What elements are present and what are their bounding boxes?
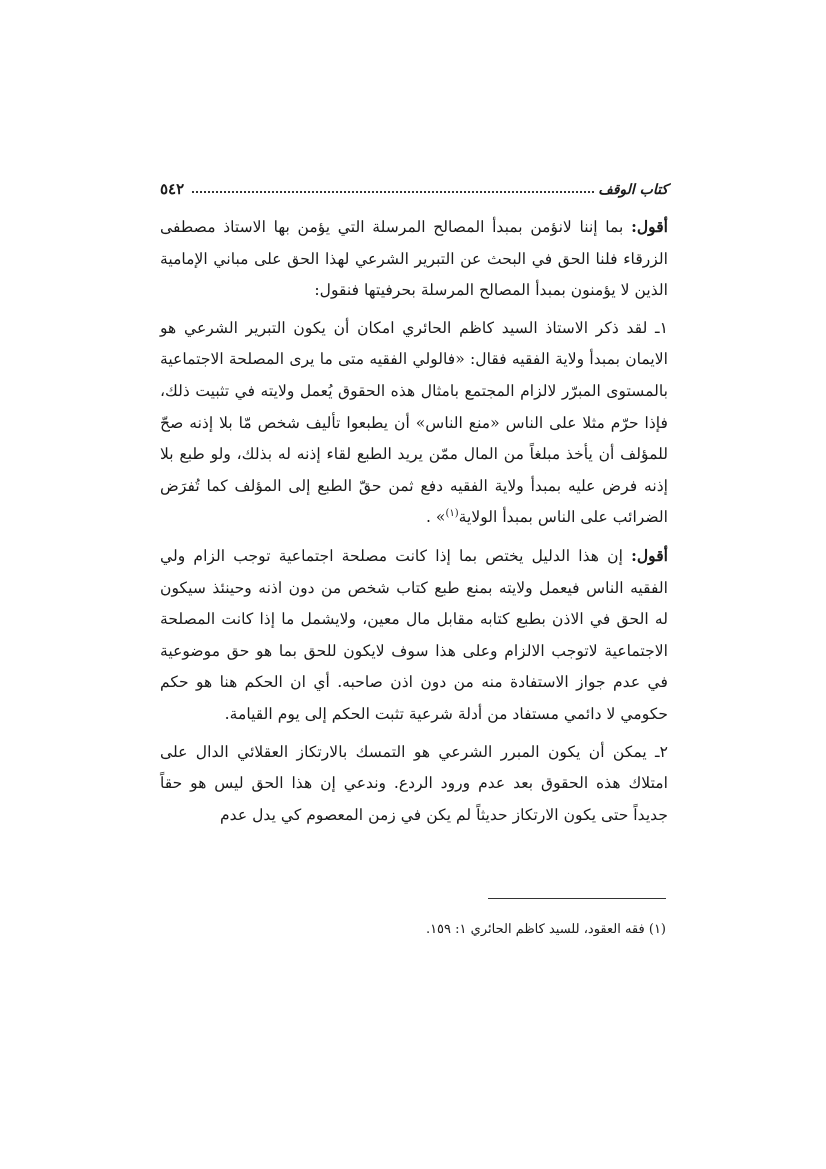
header-dot-leader bbox=[192, 190, 594, 193]
footnote-separator bbox=[488, 898, 666, 899]
paragraph-4 bbox=[160, 737, 668, 832]
paragraph-lead: أقول: bbox=[631, 545, 668, 565]
paragraph-3 bbox=[160, 540, 668, 731]
main-text bbox=[160, 211, 668, 837]
paragraph-text: ١ـ لقد ذكر الاستاذ السيد كاظم الحائري امكان أن يكون التبرير الشرعي هو الايمان بمبدأ ولاية الفقيه فقال: «فالولي الفقيه متى ما يرى المصلحة الاجتماعية بالمستوى المبرّر لالزام المجتمع بامثال هذه الحقوق يُعمل ولايته في تثبيت ذلك، فإذا حرّم مثلا على الناس «منع الناس» أن يطبعوا تأليف شخص مّا بلا إذنه صحّ للمؤلف أن يأخذ مبلغاً من المال ممّن يريد الطبع لقاء إذنه له بذلك، ولو طبع بلا إذنه فرض عليه بمبدأ ولاية الفقيه دفع ثمن حقّ الطبع إلى المؤلف كما تُفرَض الضرائب على الناس بمبدأ الولاية bbox=[160, 318, 668, 527]
footnote-reference[interactable]: (١) bbox=[445, 508, 459, 520]
page-number: ٥٤٢ bbox=[160, 180, 185, 198]
paragraph-text: ٢ـ يمكن أن يكون المبرر الشرعي هو التمسك بالارتكاز العقلائي الدال على امتلاك هذه الحقوق بعد عدم ورود الردع. وندعي إن هذا الحق ليس هو حقاً جديداً حتى يكون الارتكاز حديثاً لم يكن في زمن المعصوم كي يدل عدم bbox=[160, 742, 668, 824]
footnote: (١) فقه العقود، للسيد كاظم الحائري ١: ١٥٩. bbox=[425, 922, 666, 937]
paragraph-1 bbox=[160, 211, 668, 307]
paragraph-tail: » . bbox=[425, 508, 446, 527]
paragraph-2 bbox=[160, 313, 668, 534]
paragraph-text: بما إننا لانؤمن بمبدأ المصالح المرسلة التي يؤمن بها الاستاذ مصطفى الزرقاء فلنا الحق في البحث عن التبرير الشرعي لهذا الحق على مباني الإمامية الذين لا يؤمنون بمبدأ المصالح المرسلة بحرفيتها فنقول: bbox=[160, 218, 668, 300]
paragraph-text: إن هذا الدليل يختص بما إذا كانت مصلحة اجتماعية توجب الزام ولي الفقيه الناس فيعمل ولايته بمنع طبع كتاب شخص من دون اذنه وحينئذ سيكون له الحق في الاذن بطبع كتابه مقابل مال معين، ولايشمل ما إذا كانت المصلحة الاجتماعية لاتوجب الالزام وعلى هذا سوف لايكون للحق بما هو حق موضوعية في عدم جواز الاستفادة منه من دون اذن صاحبه. أي ان الحكم هنا هو حكم حكومي لا دائمي مستفاد من أدلة شرعية تثبت الحكم إلى يوم القيامة. bbox=[160, 546, 668, 723]
running-title: كتاب الوقف bbox=[598, 182, 668, 198]
paragraph-lead: أقول: bbox=[631, 217, 668, 236]
page-header bbox=[160, 176, 668, 198]
